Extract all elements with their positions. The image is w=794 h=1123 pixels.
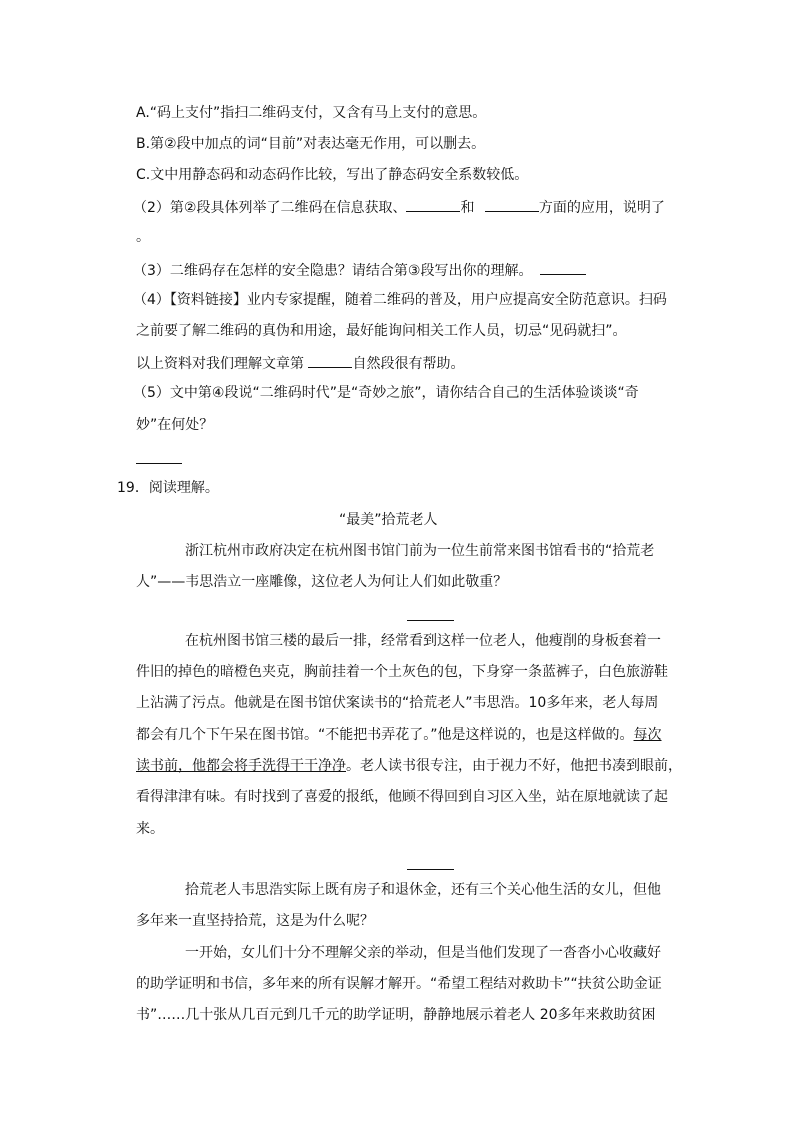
option-a: A.“码上支付”指扫二维码支付，又含有马上支付的意思。 xyxy=(136,105,487,121)
paragraph-2-line: 来。 xyxy=(136,821,164,837)
question-2-text: （2）第②段具体列举了二维码在信息获取、 xyxy=(133,200,407,216)
question-3 xyxy=(133,260,586,280)
question-3-text: （3）二维码存在怎样的安全隐患？请结合第③段写出你的理解。 xyxy=(133,263,533,279)
option-b: B.第②段中加点的词“目前”对表达毫无作用，可以删去。 xyxy=(136,136,486,152)
paragraph-3-line: 多年来一直坚持拾荒，这是为什么呢？ xyxy=(136,913,374,929)
article-title: “最美”拾荒老人 xyxy=(339,512,438,528)
paragraph-2-text: 。老人读书很专注，由于视力不好，他把书凑到眼前， xyxy=(346,758,682,774)
answer-blank[interactable] xyxy=(407,869,454,870)
question-2 xyxy=(133,197,665,217)
paragraph-4-line: 的助学证明和书信，多年来的所有误解才解开。“希望工程结对救助卡”“扶贫公助金证 xyxy=(136,976,662,992)
paragraph-1-line: 人”——韦思浩立一座雕像，这位老人为何让人们如此敬重？ xyxy=(136,574,508,590)
underlined-sentence: 读书前，他都会将手洗得干干净净 xyxy=(136,758,346,774)
answer-blank[interactable] xyxy=(407,620,454,621)
paragraph-2-line xyxy=(136,726,662,744)
answer-blank[interactable] xyxy=(540,260,586,275)
question-5-line-1: （5）文中第④段说“二维码时代”是“奇妙之旅”，请你结合自己的生活体验谈谈“奇 xyxy=(133,385,639,401)
paragraph-1-line: 浙江杭州市政府决定在杭州图书馆门前为一位生前常来图书馆看书的“拾荒老 xyxy=(185,543,655,559)
option-c: C.文中用静态码和动态码作比较，写出了静态码安全系数较低。 xyxy=(136,167,529,183)
answer-blank[interactable] xyxy=(406,197,460,212)
answer-blank[interactable] xyxy=(136,463,182,464)
paragraph-2-line: 看得津津有味。有时找到了喜爱的报纸，他顾不得回到自习区入坐，站在原地就读了起 xyxy=(136,789,668,805)
question-2-end: 。 xyxy=(136,229,150,245)
question-19-heading: 19．阅读理解。 xyxy=(117,480,219,496)
question-2-and: 和 xyxy=(460,200,479,216)
paragraph-4-line: 书”……几十张从几百元到几千元的助学证明，静静地展示着老人 20多年来救助贫困 xyxy=(136,1007,656,1023)
paragraph-2-line: 在杭州图书馆三楼的最后一排，经常看到这样一位老人，他瘦削的身板套着一 xyxy=(185,633,661,649)
question-4-line-1: （4）【资料链接】业内专家提醒，随着二维码的普及，用户应提高安全防范意识。扫码 xyxy=(133,292,667,308)
answer-blank[interactable] xyxy=(308,353,352,368)
question-5-line-2: 妙”在何处？ xyxy=(136,417,214,433)
question-4-tail: 自然段很有帮助。 xyxy=(352,356,465,372)
question-2-tail: 方面的应用，说明了 xyxy=(538,200,665,216)
paragraph-2-line xyxy=(136,757,682,775)
answer-blank[interactable] xyxy=(485,197,539,212)
paragraph-3-line: 拾荒老人韦思浩实际上既有房子和退休金，还有三个关心他生活的女儿，但他 xyxy=(185,882,661,898)
paragraph-2-line: 上沾满了污点。他就是在图书馆伏案读书的“拾荒老人”韦思浩。10多年来，老人每周 xyxy=(136,695,659,711)
paragraph-2-line: 件旧的掉色的暗橙色夹克，胸前挂着一个土灰色的包，下身穿一条蓝裤子，白色旅游鞋 xyxy=(136,664,668,680)
paragraph-2-text: 都会有几个下午呆在图书馆。“不能把书弄花了。”他是这样说的，也是这样做的。 xyxy=(136,727,634,743)
question-4-line-2: 之前要了解二维码的真伪和用途，最好能询问相关工作人员，切忌“见码就扫”。 xyxy=(136,323,627,339)
question-4-text: 以上资料对我们理解文章第 xyxy=(136,356,309,372)
underlined-sentence: 每次 xyxy=(633,727,662,743)
paragraph-4-line: 一开始，女儿们十分不理解父亲的举动，但是当他们发现了一沓沓小心收藏好 xyxy=(185,945,661,961)
question-4-line-3 xyxy=(136,353,464,373)
